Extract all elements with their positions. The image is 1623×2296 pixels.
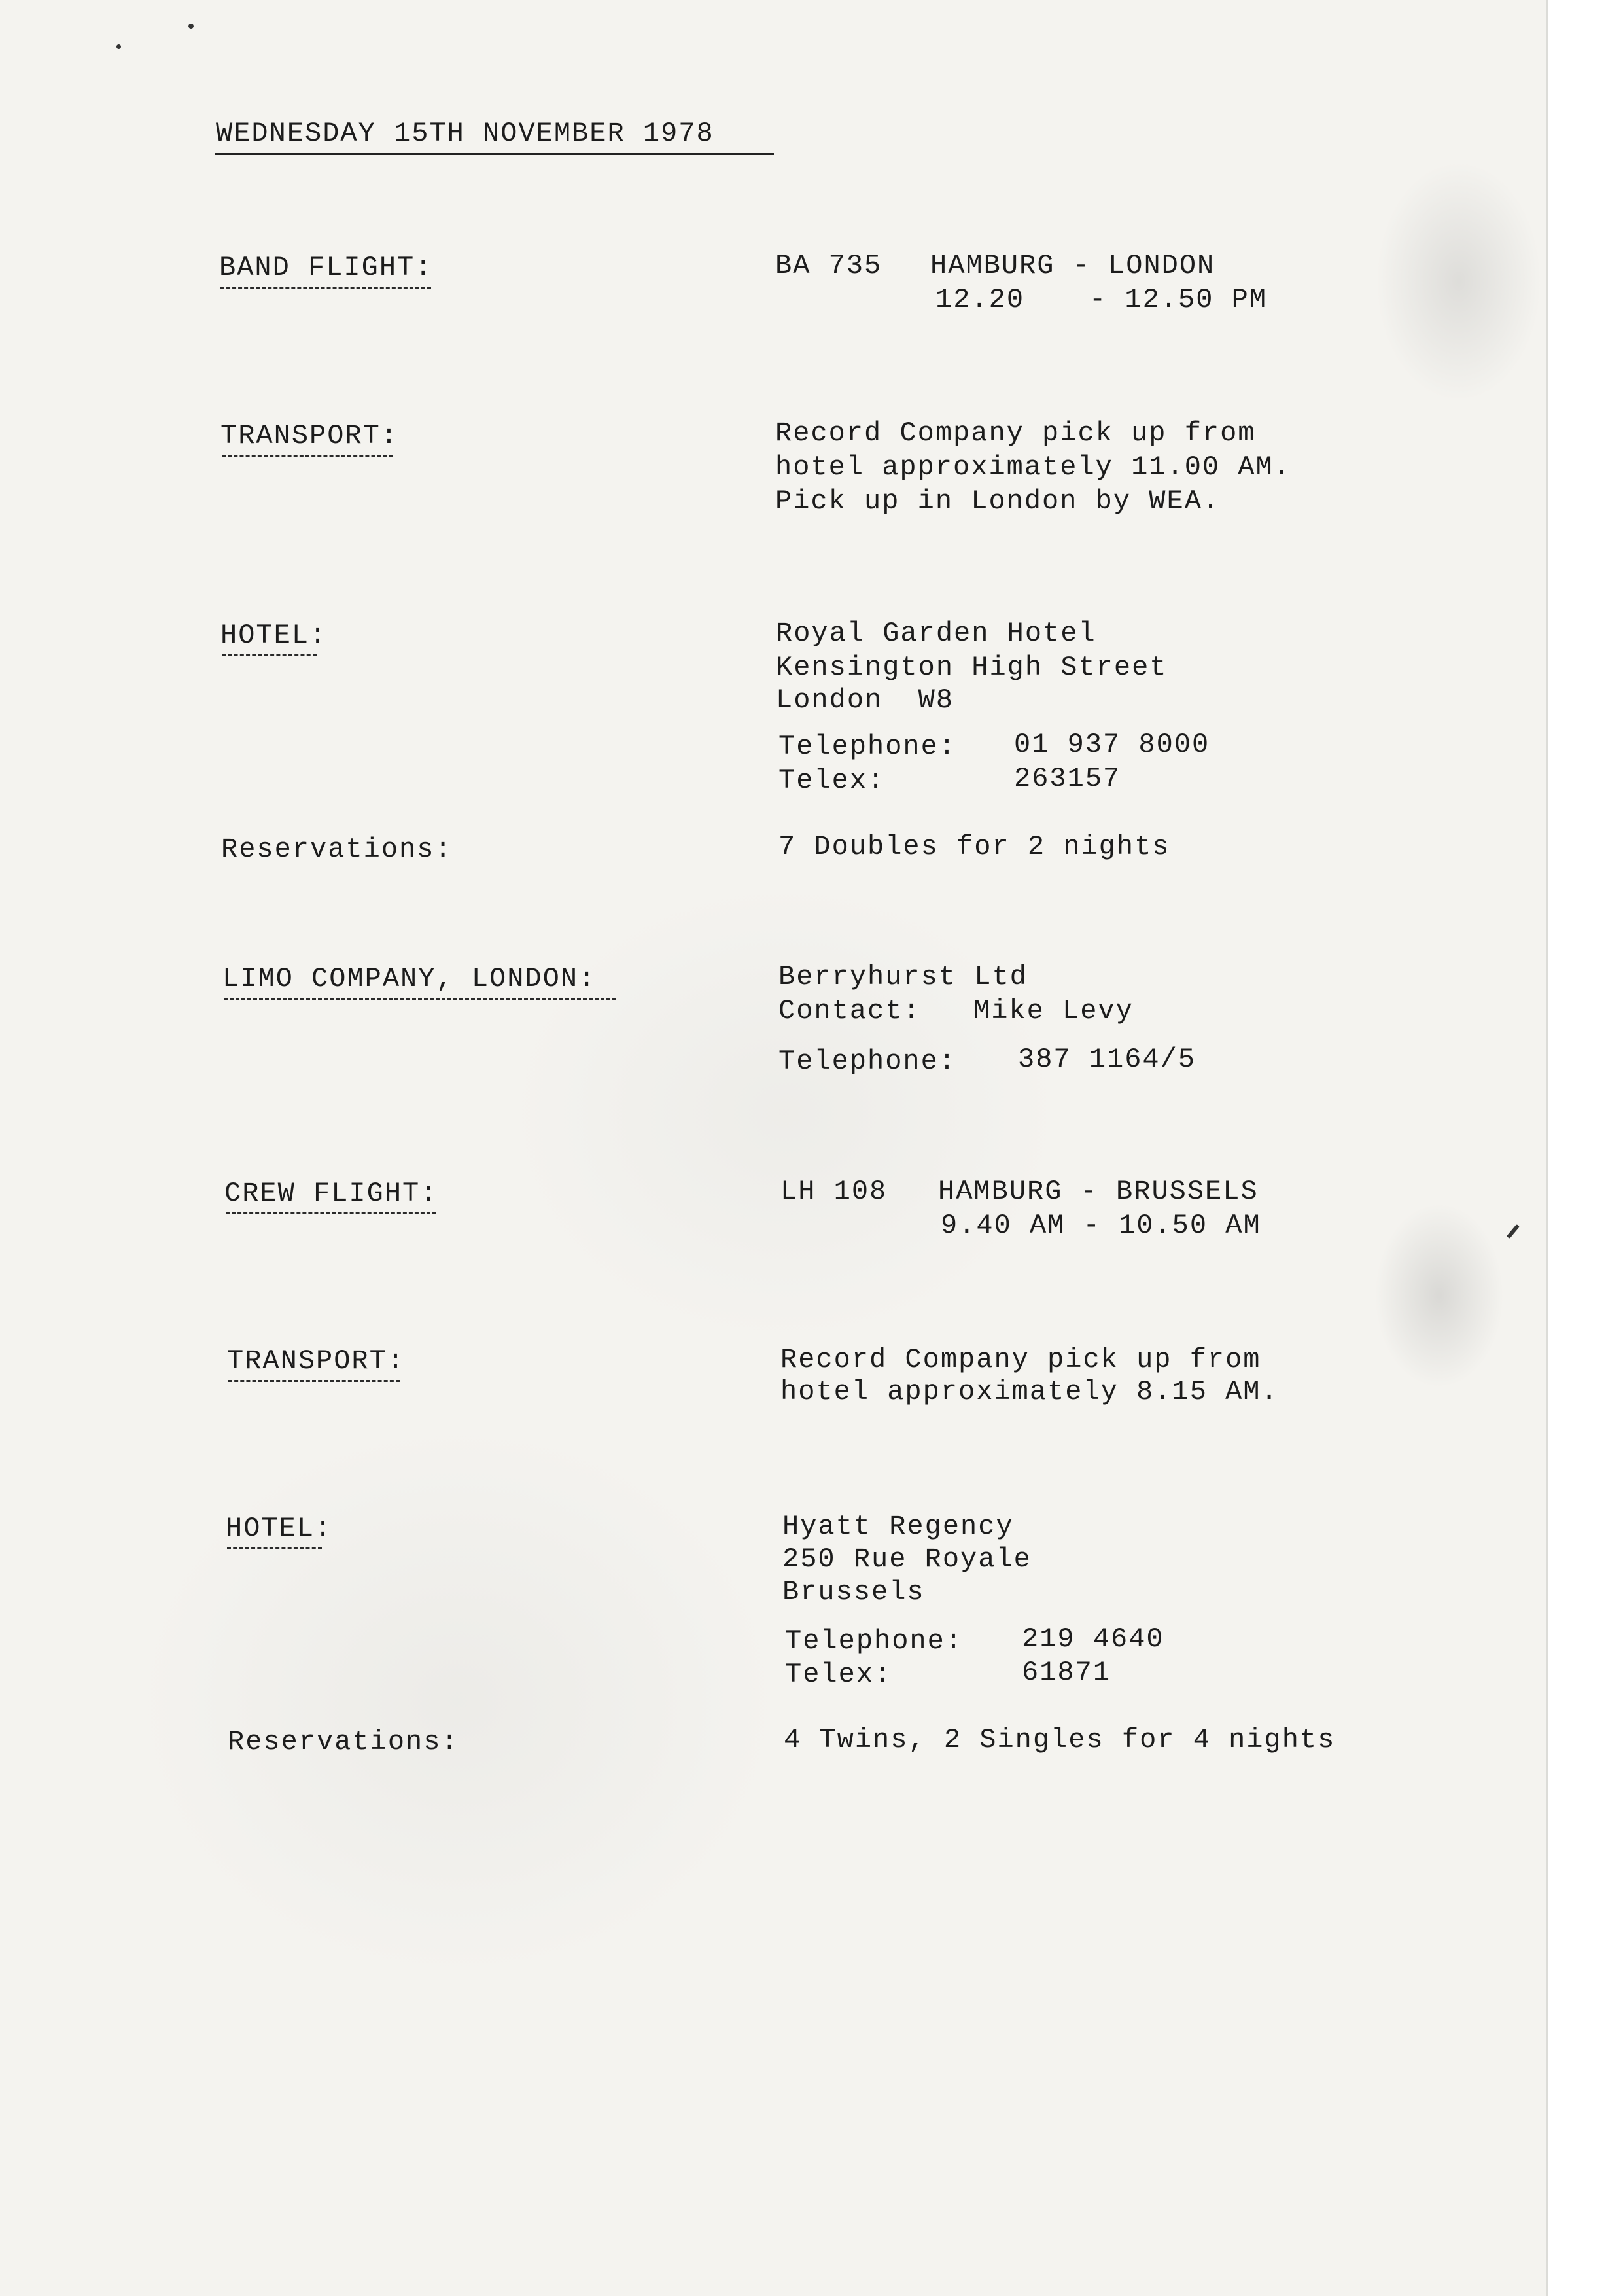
hotel-1-address-line: Royal Garden Hotel <box>776 618 1096 649</box>
hotel-1-address-line: London W8 <box>776 684 954 716</box>
transport-2-line: Record Company pick up from <box>780 1344 1261 1375</box>
crew-flight-times: 9.40 AM - 10.50 AM <box>941 1210 1261 1241</box>
page-edge <box>1546 0 1623 2296</box>
hotel-1-address-line: Kensington High Street <box>776 652 1168 683</box>
hotel-2-telephone-label: Telephone: <box>785 1625 964 1657</box>
hotel-2-address-line: Brussels <box>782 1576 925 1608</box>
transport-1-line: Record Company pick up from <box>775 417 1256 449</box>
hotel-1-reservations: 7 Doubles for 2 nights <box>778 831 1170 862</box>
transport-2-underline <box>228 1380 400 1382</box>
paper-speck <box>116 44 121 49</box>
limo-underline <box>224 998 616 1000</box>
limo-contact-label: Contact: <box>778 995 921 1027</box>
title-underline <box>215 153 774 155</box>
band-flight-route: HAMBURG - LONDON <box>930 250 1215 281</box>
band-flight-arrival: - 12.50 PM <box>1089 284 1268 315</box>
hotel-2-address-line: Hyatt Regency <box>782 1511 1014 1542</box>
paper-speck <box>1507 1224 1520 1239</box>
limo-company: Berryhurst Ltd <box>778 961 1028 993</box>
hotel-2-address-line: 250 Rue Royale <box>782 1544 1032 1575</box>
hotel-1-telex: 263157 <box>1014 763 1121 794</box>
crew-flight-route: HAMBURG - BRUSSELS <box>938 1176 1259 1207</box>
hotel-2-telex: 61871 <box>1022 1657 1111 1688</box>
limo-telephone-label: Telephone: <box>778 1046 957 1077</box>
hotel-1-underline <box>222 654 317 656</box>
band-flight-underline <box>220 287 431 289</box>
page-title: WEDNESDAY 15TH NOVEMBER 1978 <box>216 118 714 149</box>
paper-speck <box>188 24 194 29</box>
transport-1-line: hotel approximately 11.00 AM. <box>775 451 1291 483</box>
hotel-2-telex-label: Telex: <box>785 1659 892 1690</box>
hotel-1-telephone: 01 937 8000 <box>1014 729 1210 760</box>
band-flight-departure: 12.20 <box>935 284 1025 315</box>
transport-1-line: Pick up in London by WEA. <box>775 486 1221 517</box>
transport-1-label: TRANSPORT: <box>220 420 399 451</box>
hotel-2-reservations-label: Reservations: <box>228 1726 459 1757</box>
limo-contact: Mike Levy <box>973 995 1134 1027</box>
hotel-2-underline <box>227 1547 322 1549</box>
band-flight-number: BA 735 <box>775 250 882 281</box>
hotel-2-label: HOTEL: <box>226 1513 333 1544</box>
transport-1-underline <box>222 455 393 457</box>
crew-flight-label: CREW FLIGHT: <box>224 1178 438 1209</box>
transport-2-line: hotel approximately 8.15 AM. <box>780 1376 1279 1407</box>
hotel-1-reservations-label: Reservations: <box>221 834 453 865</box>
hotel-2-reservations: 4 Twins, 2 Singles for 4 nights <box>784 1724 1336 1756</box>
band-flight-label: BAND FLIGHT: <box>219 252 433 283</box>
hotel-1-telephone-label: Telephone: <box>778 731 957 762</box>
hotel-1-label: HOTEL: <box>220 620 328 651</box>
limo-label: LIMO COMPANY, LONDON: <box>222 963 597 995</box>
hotel-2-telephone: 219 4640 <box>1022 1623 1164 1655</box>
hotel-1-telex-label: Telex: <box>778 765 886 796</box>
crew-flight-number: LH 108 <box>780 1176 888 1207</box>
crew-flight-underline <box>226 1212 436 1214</box>
limo-telephone: 387 1164/5 <box>1018 1044 1196 1075</box>
transport-2-label: TRANSPORT: <box>227 1345 406 1377</box>
